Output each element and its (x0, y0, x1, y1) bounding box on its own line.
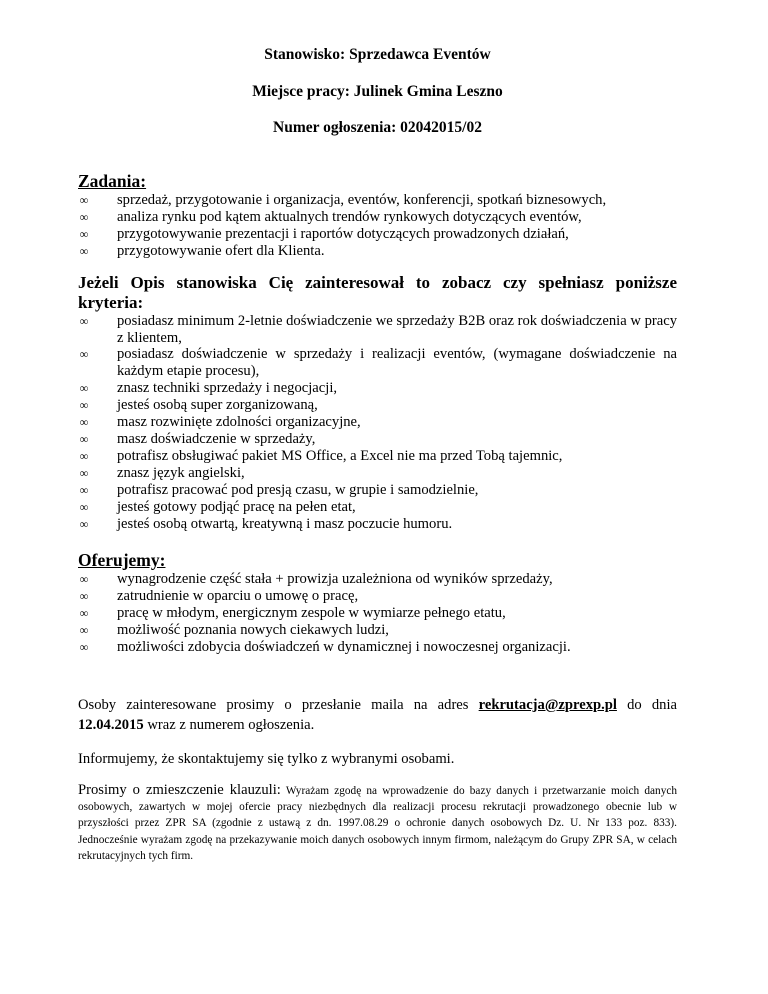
bullet-icon: ∞ (79, 623, 89, 638)
bullet-icon: ∞ (79, 606, 89, 621)
list-item-text: potrafisz obsługiwać pakiet MS Office, a Excel nie ma przed Tobą tajemnic, (117, 447, 563, 464)
list-item (78, 397, 677, 414)
tasks-heading: Zadania: (78, 171, 147, 191)
bullet-icon: ∞ (79, 589, 89, 604)
bullet-icon: ∞ (79, 431, 89, 446)
list-item-text: posiadasz minimum 2-letnie doświadczenie we sprzedaży B2B oraz rok doświadczenia w pracy z klientem, (117, 312, 677, 346)
list-item (78, 448, 677, 465)
list-item (78, 482, 677, 499)
bullet-icon: ∞ (79, 482, 89, 497)
list-item (78, 226, 677, 243)
clause-lead: Prosimy o zmieszczenie klauzuli: (78, 781, 281, 798)
list-item-text: pracę w młodym, energicznym zespole w wymiarze pełnego etatu, (117, 605, 506, 622)
list-item (78, 588, 677, 605)
list-item-text: możliwości zdobycia doświadczeń w dynamicznej i nowoczesnej organizacji. (117, 639, 571, 656)
list-item-text: masz doświadczenie w sprzedaży, (117, 430, 316, 447)
list-item-text: jesteś gotowy podjąć pracę na pełen etat, (117, 498, 356, 515)
bullet-icon: ∞ (79, 381, 89, 396)
offer-list (78, 571, 677, 656)
bullet-icon: ∞ (79, 499, 89, 514)
list-item-text: wynagrodzenie część stała + prowizja uzależniona od wyników sprzedaży, (117, 571, 553, 588)
list-item (78, 571, 677, 588)
email-link[interactable]: rekrutacja@zprexp.pl (478, 696, 617, 713)
work-location: Miejsce pracy: Julinek Gmina Leszno (252, 83, 503, 100)
list-item (78, 346, 677, 380)
list-item-text: analiza rynku pod kątem aktualnych trendów rynkowych dotyczących eventów, (117, 208, 582, 225)
bullet-icon: ∞ (79, 243, 89, 258)
list-item (78, 499, 677, 516)
tasks-list (78, 192, 677, 260)
list-item-text: sprzedaż, przygotowanie i organizacja, eventów, konferencji, spotkań biznesowych, (117, 192, 607, 208)
position-title: Stanowisko: Sprzedawca Eventów (264, 46, 491, 63)
list-item (78, 209, 677, 226)
bullet-icon: ∞ (79, 516, 89, 531)
bullet-icon: ∞ (79, 209, 89, 224)
list-item-text: jesteś osobą super zorganizowaną, (117, 397, 318, 414)
list-item-text: przygotowywanie ofert dla Klienta. (117, 242, 325, 259)
list-item (78, 622, 677, 639)
list-item (78, 243, 677, 260)
list-item-text: jesteś osobą otwartą, kreatywną i masz poczucie humoru. (117, 515, 453, 532)
bullet-icon: ∞ (79, 415, 89, 430)
list-item-text: posiadasz doświadczenie w sprzedaży i realizacji eventów, (wymagane doświadczenie na każdym etapie procesu), (117, 346, 677, 380)
clause-body: Wyrażam zgodę na wprowadzenie do bazy danych i przetwarzanie moich danych osobowych, zawartych w mojej ofercie pracy niezbędnych dla realizacji procesu rekrutacji prowadzonego obecnie lub w przyszłości przez ZPR SA (zgodnie z ustawą z dn. 1997.08.29 o ochronie danych osobowych Dz. U. Nr 133 poz. 833). Jednocześnie wyrażam zgodę na przekazywanie moich danych osobowych innym firmom, należącym do Grupy ZPR SA, w celach rekrutacyjnych tych firm. (78, 784, 678, 862)
bullet-icon: ∞ (79, 347, 89, 362)
deadline-date: 12.04.2015 (78, 716, 144, 733)
list-item-text: znasz język angielski, (117, 464, 245, 481)
list-item-text: przygotowywanie prezentacji i raportów dotyczących prowadzonych działań, (117, 225, 569, 242)
contact-info: Informujemy, że skontaktujemy się tylko z wybranymi osobami. (78, 750, 455, 767)
list-item (78, 431, 677, 448)
apply-text-middle: do dnia (616, 696, 677, 713)
bullet-icon: ∞ (79, 226, 89, 241)
apply-text-before: Osoby zainteresowane prosimy o przesłanie maila na adres (78, 696, 479, 713)
apply-paragraph (78, 695, 677, 735)
bullet-icon: ∞ (79, 313, 89, 328)
criteria-list (78, 313, 677, 533)
bullet-icon: ∞ (79, 448, 89, 463)
apply-text-after: wraz z numerem ogłoszenia. (143, 716, 315, 733)
offer-heading: Oferujemy: (78, 550, 166, 571)
ad-number: Numer ogłoszenia: 02042015/02 (273, 119, 482, 136)
list-item-text: potrafisz pracować pod presją czasu, w grupie i samodzielnie, (117, 481, 479, 498)
list-item-text: znasz techniki sprzedaży i negocjacji, (117, 380, 338, 397)
bullet-icon: ∞ (79, 640, 89, 655)
bullet-icon: ∞ (79, 572, 89, 587)
criteria-heading: Jeżeli Opis stanowiska Cię zainteresował to zobacz czy spełniasz poniższe kryteria: (78, 272, 677, 312)
list-item (78, 639, 677, 656)
list-item (78, 465, 677, 482)
list-item (78, 605, 677, 622)
consent-clause (78, 782, 677, 864)
list-item (78, 313, 677, 347)
list-item-text: masz rozwinięte zdolności organizacyjne, (117, 414, 361, 431)
bullet-icon: ∞ (79, 398, 89, 413)
list-item (78, 414, 677, 431)
bullet-icon: ∞ (79, 465, 89, 480)
list-item-text: zatrudnienie w oparciu o umowę o pracę, (117, 588, 359, 605)
list-item (78, 380, 677, 397)
bullet-icon: ∞ (79, 193, 89, 207)
list-item-text: możliwość poznania nowych ciekawych ludzi, (117, 622, 389, 639)
list-item (78, 516, 677, 533)
list-item (78, 192, 677, 209)
